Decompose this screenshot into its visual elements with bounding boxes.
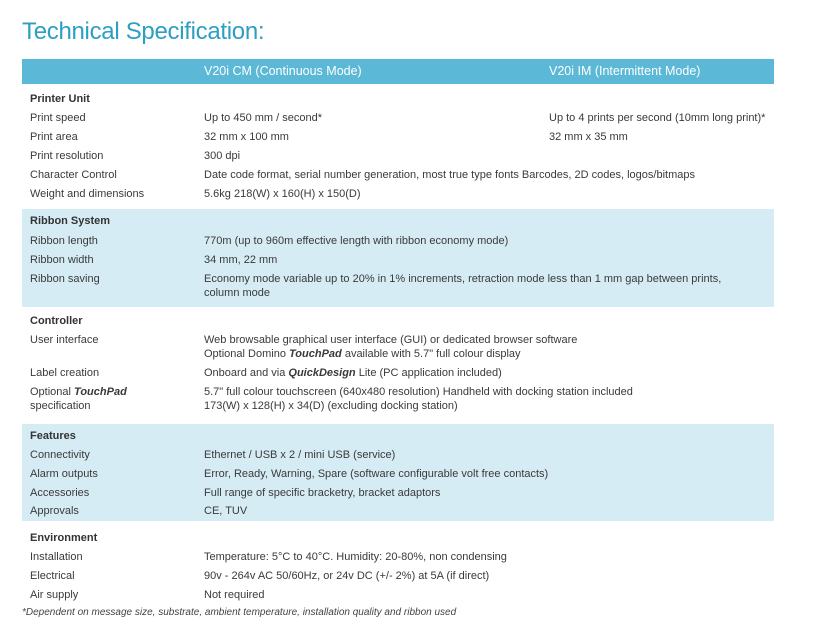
spec-label: Print speed — [30, 112, 86, 124]
spec-label: Installation — [30, 551, 83, 563]
section-controller — [22, 310, 774, 420]
section-features — [22, 424, 774, 521]
spec-label: specification — [30, 400, 91, 412]
spec-label: Electrical — [30, 570, 75, 582]
spec-value: Date code format, serial number generation, most true type fonts Barcodes, 2D codes, logos/bitmaps — [204, 169, 695, 181]
spec-label: Connectivity — [30, 449, 90, 461]
spec-value: 34 mm, 22 mm — [204, 254, 278, 266]
spec-label — [30, 385, 127, 399]
section-title: Features — [30, 430, 76, 442]
text-segment: Onboard and via — [204, 367, 289, 379]
spec-value-im: 32 mm x 35 mm — [549, 131, 628, 143]
spec-value: 173(W) x 128(H) x 34(D) (excluding docking station) — [204, 400, 458, 412]
spec-value — [204, 347, 521, 361]
spec-label: Ribbon saving — [30, 273, 100, 285]
spec-value: 5.7" full colour touchscreen (640x480 resolution) Handheld with docking station included — [204, 386, 633, 398]
header-col-cm: V20i CM (Continuous Mode) — [204, 64, 362, 78]
spec-label: Alarm outputs — [30, 468, 98, 480]
spec-value: 5.6kg 218(W) x 160(H) x 150(D) — [204, 188, 361, 200]
spec-value: CE, TUV — [204, 505, 248, 517]
spec-label: Accessories — [30, 487, 90, 499]
spec-label: Label creation — [30, 367, 100, 379]
spec-label: Air supply — [30, 589, 79, 601]
section-title: Environment — [30, 532, 98, 544]
spec-value-im: Up to 4 prints per second (10mm long print)* — [549, 112, 766, 124]
section-ribbon-system — [22, 209, 774, 307]
spec-value: 770m (up to 960m effective length with ribbon economy mode) — [204, 235, 509, 247]
section-title: Ribbon System — [30, 215, 111, 227]
spec-value: Ethernet / USB x 2 / mini USB (service) — [204, 449, 396, 461]
spec-label: Ribbon width — [30, 254, 94, 266]
spec-value: Not required — [204, 589, 265, 601]
section-environment — [22, 527, 774, 605]
spec-label: User interface — [30, 334, 99, 346]
spec-value-cm: 32 mm x 100 mm — [204, 131, 289, 143]
section-title: Controller — [30, 315, 83, 327]
spec-value-cm: Up to 450 mm / second* — [204, 112, 323, 124]
text-segment: Lite (PC application included) — [355, 367, 502, 379]
spec-label: Weight and dimensions — [30, 188, 145, 200]
spec-value: column mode — [204, 287, 271, 299]
spec-label: Approvals — [30, 505, 79, 517]
table-header — [22, 59, 774, 84]
spec-label: Print area — [30, 131, 78, 143]
spec-label: Ribbon length — [30, 235, 98, 247]
spec-value: Error, Ready, Warning, Spare (software configurable volt free contacts) — [204, 468, 549, 480]
section-printer-unit — [22, 88, 774, 206]
spec-value: Temperature: 5°C to 40°C. Humidity: 20-80%, non condensing — [204, 551, 507, 563]
text-segment: available with 5.7" full colour display — [341, 348, 521, 360]
header-col-im: V20i IM (Intermittent Mode) — [549, 64, 701, 78]
section-title: Printer Unit — [30, 93, 90, 105]
spec-value — [204, 366, 502, 380]
brand-name: TouchPad — [289, 348, 342, 360]
spec-value: 90v - 264v AC 50/60Hz, or 24v DC (+/- 2%) at 5A (if direct) — [204, 570, 490, 582]
text-segment: Optional — [30, 386, 75, 398]
spec-value: Web browsable graphical user interface (GUI) or dedicated browser software — [204, 334, 578, 346]
spec-value: Full range of specific bracketry, bracket adaptors — [204, 487, 441, 499]
spec-label: Character Control — [30, 169, 117, 181]
brand-name: TouchPad — [74, 386, 127, 398]
spec-value: Economy mode variable up to 20% in 1% increments, retraction mode less than 1 mm gap between prints, — [204, 273, 722, 285]
page-title: Technical Specification: — [22, 18, 265, 45]
text-segment: Optional Domino — [204, 348, 289, 360]
spec-label: Print resolution — [30, 150, 104, 162]
footnote: *Dependent on message size, substrate, ambient temperature, installation quality and ribbon used — [22, 607, 457, 618]
spec-value: 300 dpi — [204, 150, 241, 162]
brand-name: QuickDesign — [288, 367, 356, 379]
